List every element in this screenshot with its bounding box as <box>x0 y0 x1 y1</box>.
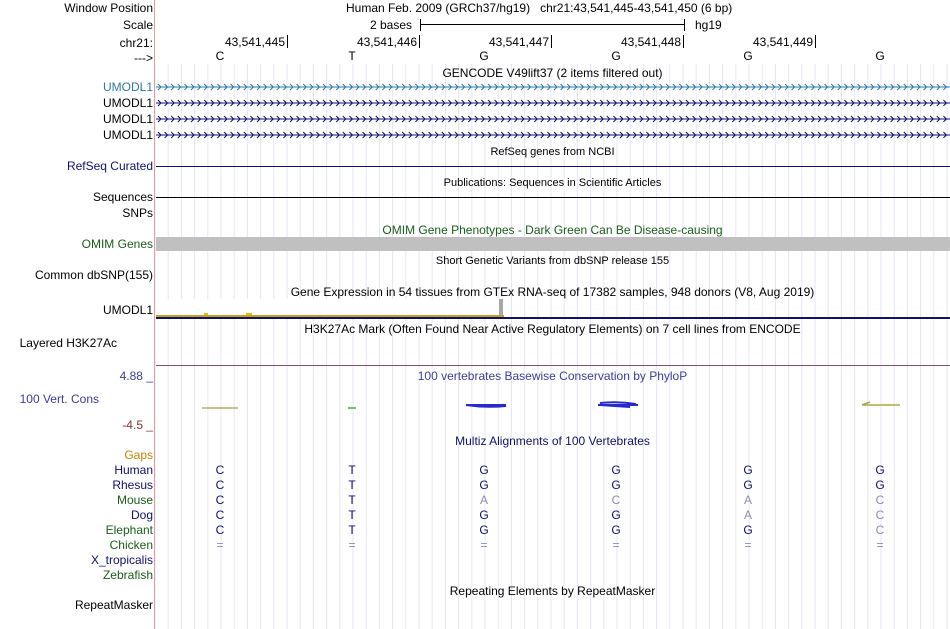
reference-base: G <box>743 49 753 63</box>
refseq-label[interactable]: RefSeq Curated <box>66 159 153 173</box>
reference-base: T <box>348 49 356 63</box>
alignment-base: G <box>875 478 885 492</box>
h3k27ac-title: H3K27Ac Mark (Often Found Near Active Regulatory Elements) on 7 cell lines from ENCODE <box>304 322 801 336</box>
window-position-label: Window Position <box>64 1 153 15</box>
alignment-base: = <box>480 538 488 552</box>
alignment-base: C <box>875 508 885 522</box>
multiz-title: Multiz Alignments of 100 Vertebrates <box>455 434 650 448</box>
alignment-base: T <box>348 463 356 477</box>
position-label: 43,541,449 <box>752 35 813 49</box>
scale-bases: 2 bases <box>370 18 413 32</box>
species-label-elephant[interactable]: Elephant <box>105 523 153 537</box>
gencode-item-2-label[interactable]: UMODL1 <box>102 96 153 110</box>
species-label-rhesus[interactable]: Rhesus <box>112 478 153 492</box>
phylop-max: 4.88 _ <box>119 369 153 383</box>
window-position-value: Human Feb. 2009 (GRCh37/hg19) chr21:43,541,445-43,541,450 (6 bp) <box>346 1 733 15</box>
phylop-min: -4.5 _ <box>122 418 153 432</box>
alignment-base: C <box>215 493 225 507</box>
gtex-title: Gene Expression in 54 tissues from GTEx RNA-seq of 17382 samples, 948 donors (V8, Aug 2019) <box>290 285 815 299</box>
strand-label: ---> <box>134 51 153 65</box>
phylop-label[interactable]: 100 Vert. Cons <box>19 392 99 406</box>
alignment-base: = <box>744 538 752 552</box>
gencode-item-3-label[interactable]: UMODL1 <box>102 112 153 126</box>
multiz-gaps-label[interactable]: Gaps <box>124 448 153 462</box>
alignment-base: = <box>876 538 884 552</box>
alignment-base: G <box>875 463 885 477</box>
omim-title: OMIM Gene Phenotypes - Dark Green Can Be Disease-causing <box>382 223 723 237</box>
alignment-base: C <box>215 478 225 492</box>
alignment-base: C <box>215 508 225 522</box>
repeatmasker-title: Repeating Elements by RepeatMasker <box>449 584 656 598</box>
alignment-base: T <box>348 523 356 537</box>
alignment-base: C <box>611 493 621 507</box>
gencode-title: GENCODE V49lift37 (2 items filtered out) <box>442 66 663 80</box>
omim-label[interactable]: OMIM Genes <box>81 237 153 251</box>
species-label-mouse[interactable]: Mouse <box>116 493 153 507</box>
alignment-base: C <box>875 493 885 507</box>
alignment-base: A <box>479 493 488 507</box>
reference-base: G <box>875 49 885 63</box>
reference-base: G <box>479 49 489 63</box>
species-label-x_tropicalis[interactable]: X_tropicalis <box>90 553 153 567</box>
refseq-title: RefSeq genes from NCBI <box>490 146 615 158</box>
alignment-base: A <box>743 508 752 522</box>
alignment-base: C <box>875 523 885 537</box>
alignment-base: G <box>611 508 621 522</box>
position-label: 43,541,446 <box>356 35 417 49</box>
position-label: 43,541,447 <box>488 35 549 49</box>
reference-base: C <box>215 49 225 63</box>
species-label-chicken[interactable]: Chicken <box>109 538 153 552</box>
repeatmasker-label[interactable]: RepeatMasker <box>74 598 153 612</box>
dbsnp-title: Short Genetic Variants from dbSNP release 155 <box>435 255 670 267</box>
publications-title: Publications: Sequences in Scientific Articles <box>443 177 662 189</box>
alignment-base: G <box>743 478 753 492</box>
alignment-base: G <box>743 463 753 477</box>
position-label: 43,541,445 <box>224 35 285 49</box>
snps-label[interactable]: SNPs <box>122 206 153 220</box>
alignment-base: T <box>348 493 356 507</box>
alignment-base: G <box>743 523 753 537</box>
position-label: 43,541,448 <box>620 35 681 49</box>
alignment-base: = <box>216 538 224 552</box>
gencode-item-1-label[interactable]: UMODL1 <box>102 80 153 94</box>
alignment-base: G <box>479 508 489 522</box>
h3k27ac-label[interactable]: Layered H3K27Ac <box>19 336 117 350</box>
alignment-base: = <box>612 538 620 552</box>
alignment-base: G <box>611 478 621 492</box>
alignment-base: T <box>348 478 356 492</box>
dbsnp-label[interactable]: Common dbSNP(155) <box>34 268 153 282</box>
phylop-title: 100 vertebrates Basewise Conservation by PhyloP <box>417 369 688 383</box>
scale-assembly: hg19 <box>695 18 722 32</box>
species-label-human[interactable]: Human <box>114 463 153 477</box>
alignment-base: C <box>215 463 225 477</box>
chrom-label: chr21: <box>119 36 153 50</box>
gencode-item-4-label[interactable]: UMODL1 <box>102 128 153 142</box>
alignment-base: T <box>348 508 356 522</box>
alignment-base: G <box>611 463 621 477</box>
publications-label[interactable]: Sequences <box>92 190 153 204</box>
alignment-base: A <box>743 493 752 507</box>
scale-label: Scale <box>122 18 153 32</box>
gtex-gene-label[interactable]: UMODL1 <box>102 303 153 317</box>
alignment-base: C <box>215 523 225 537</box>
alignment-base: = <box>348 538 356 552</box>
reference-base: G <box>611 49 621 63</box>
alignment-base: G <box>479 478 489 492</box>
species-label-dog[interactable]: Dog <box>130 508 153 522</box>
alignment-base: G <box>611 523 621 537</box>
alignment-base: G <box>479 463 489 477</box>
alignment-base: G <box>479 523 489 537</box>
species-label-zebrafish[interactable]: Zebrafish <box>102 568 153 582</box>
